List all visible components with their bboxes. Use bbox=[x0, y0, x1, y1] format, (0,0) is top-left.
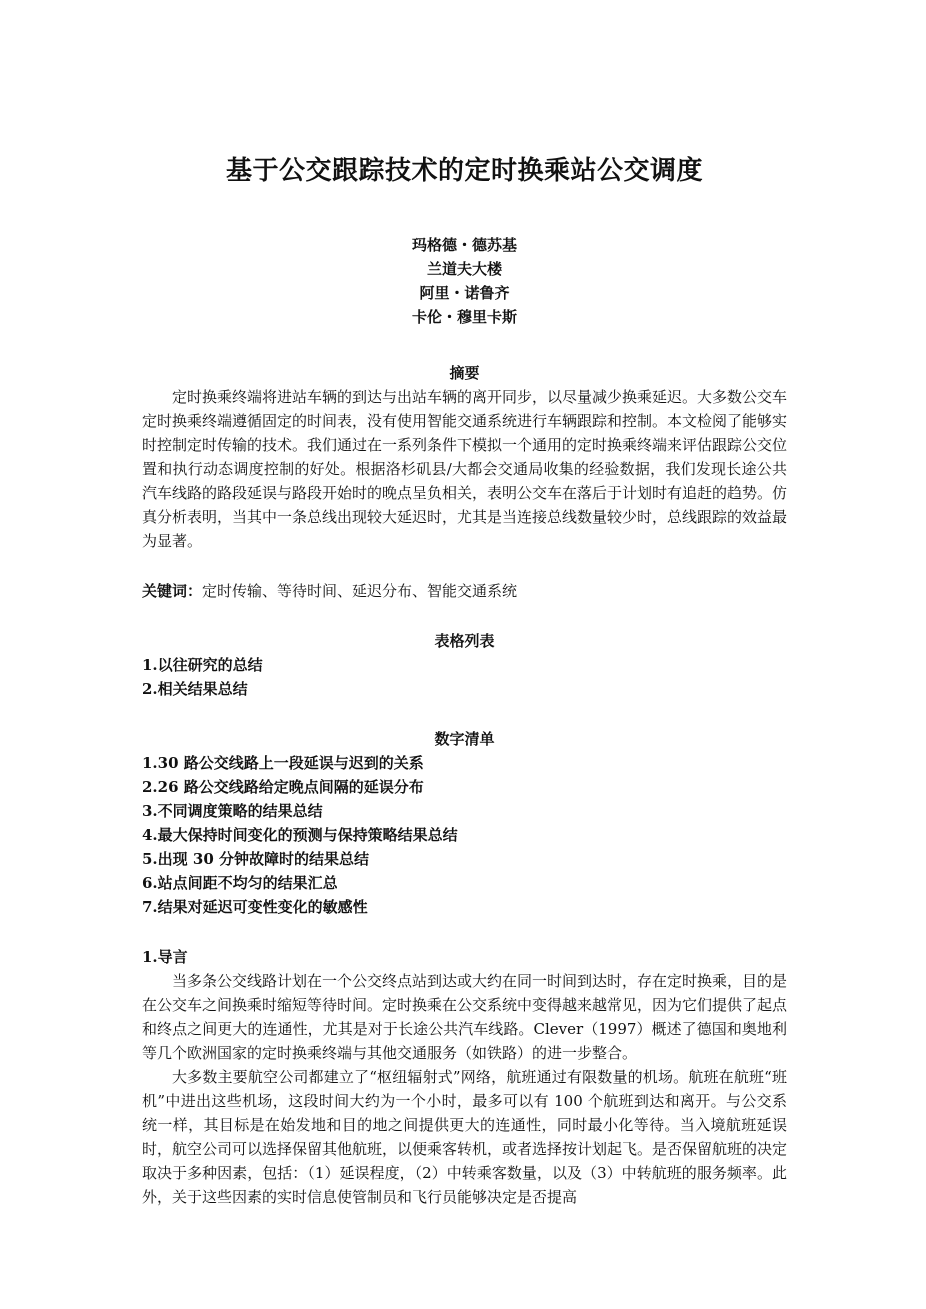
tables-heading: 表格列表 bbox=[434, 632, 495, 650]
abstract-text: 定时换乘终端将进站车辆的到达与出站车辆的离开同步，以尽量减少换乘延迟。大多数公交车定时换乘终端遵循固定的时间表，没有使用智能交通系统进行车辆跟踪和控制。本文检阅了能够实时控制定时传输的技术。我们通过在一系列条件下模拟一个通用的定时换乘终端来评估跟踪公交位置和执行动态调度控制的好处。根据洛杉矶县/大都会交通局收集的经验数据，我们发现长途公共汽车线路的路段延误与路段开始时的晚点呈负相关，表明公交车在落后于计划时有追赶的趋势。仿真分析表明，当其中一条总线出现较大延迟时，尤其是当连接总线数量较少时，总线跟踪的效益最为显著。 bbox=[142, 388, 788, 550]
list-item: 4.最大保持时间变化的预测与保持策略结果总结 bbox=[142, 826, 458, 844]
keywords-text: 定时传输、等待时间、延迟分布、智能交通系统 bbox=[202, 582, 518, 600]
author-line: 玛格德・德苏基 bbox=[411, 236, 517, 254]
figures-heading: 数字清单 bbox=[434, 730, 495, 748]
intro-paragraph: 大多数主要航空公司都建立了“枢纽辐射式”网络，航班通过有限数量的机场。航班在航班“班机”中进出这些机场，这段时间大约为一个小时，最多可以有 100 个航班到达和离开。与公交系统一样，其目标是在始发地和目的地之间提供更大的连通性，同时最小化等待。当入境航班延误时，航空公司可以选择保留其他航班，以便乘客转机，或者选择按计划起飞。是否保留航班的决定取决于多种因素，包括：（1）延误程度，（2）中转乘客数量，以及（3）中转航班的服务频率。此外，关于这些因素的实时信息使管制员和飞行员能够决定是否提高 bbox=[142, 1068, 788, 1206]
author-line: 兰道夫大楼 bbox=[426, 260, 502, 278]
list-item: 6.站点间距不均匀的结果汇总 bbox=[142, 874, 338, 892]
tables-list bbox=[142, 653, 787, 701]
list-item: 7.结果对延迟可变性变化的敏感性 bbox=[142, 898, 368, 916]
keywords-label: 关键词： bbox=[142, 582, 203, 600]
list-item: 5.出现 30 分钟故障时的结果总结 bbox=[142, 850, 369, 868]
keywords-line bbox=[142, 579, 787, 603]
author-line: 阿里・诺鲁齐 bbox=[419, 284, 510, 302]
list-item: 1.以往研究的总结 bbox=[142, 656, 263, 674]
figures-list bbox=[142, 751, 787, 919]
list-item: 3.不同调度策略的结果总结 bbox=[142, 802, 323, 820]
list-item: 2.26 路公交线路给定晚点间隔的延误分布 bbox=[142, 778, 424, 796]
list-item: 2.相关结果总结 bbox=[142, 680, 248, 698]
abstract-heading: 摘要 bbox=[449, 364, 480, 382]
document-page bbox=[142, 150, 787, 1209]
author-block bbox=[142, 233, 787, 329]
author-line: 卡伦・穆里卡斯 bbox=[411, 308, 517, 326]
document-title: 基于公交跟踪技术的定时换乘站公交调度 bbox=[225, 156, 703, 186]
intro-paragraph: 当多条公交线路计划在一个公交终点站到达或大约在同一时间到达时，存在定时换乘，目的是在公交车之间换乘时缩短等待时间。定时换乘在公交系统中变得越来越常见，因为它们提供了起点和终点之间更大的连通性，尤其是对于长途公共汽车线路。Clever（1997）概述了德国和奥地利等几个欧洲国家的定时换乘终端与其他交通服务（如铁路）的进一步整合。 bbox=[142, 972, 788, 1062]
list-item: 1.30 路公交线路上一段延误与迟到的关系 bbox=[142, 754, 424, 772]
intro-heading: 1.导言 bbox=[142, 948, 188, 966]
